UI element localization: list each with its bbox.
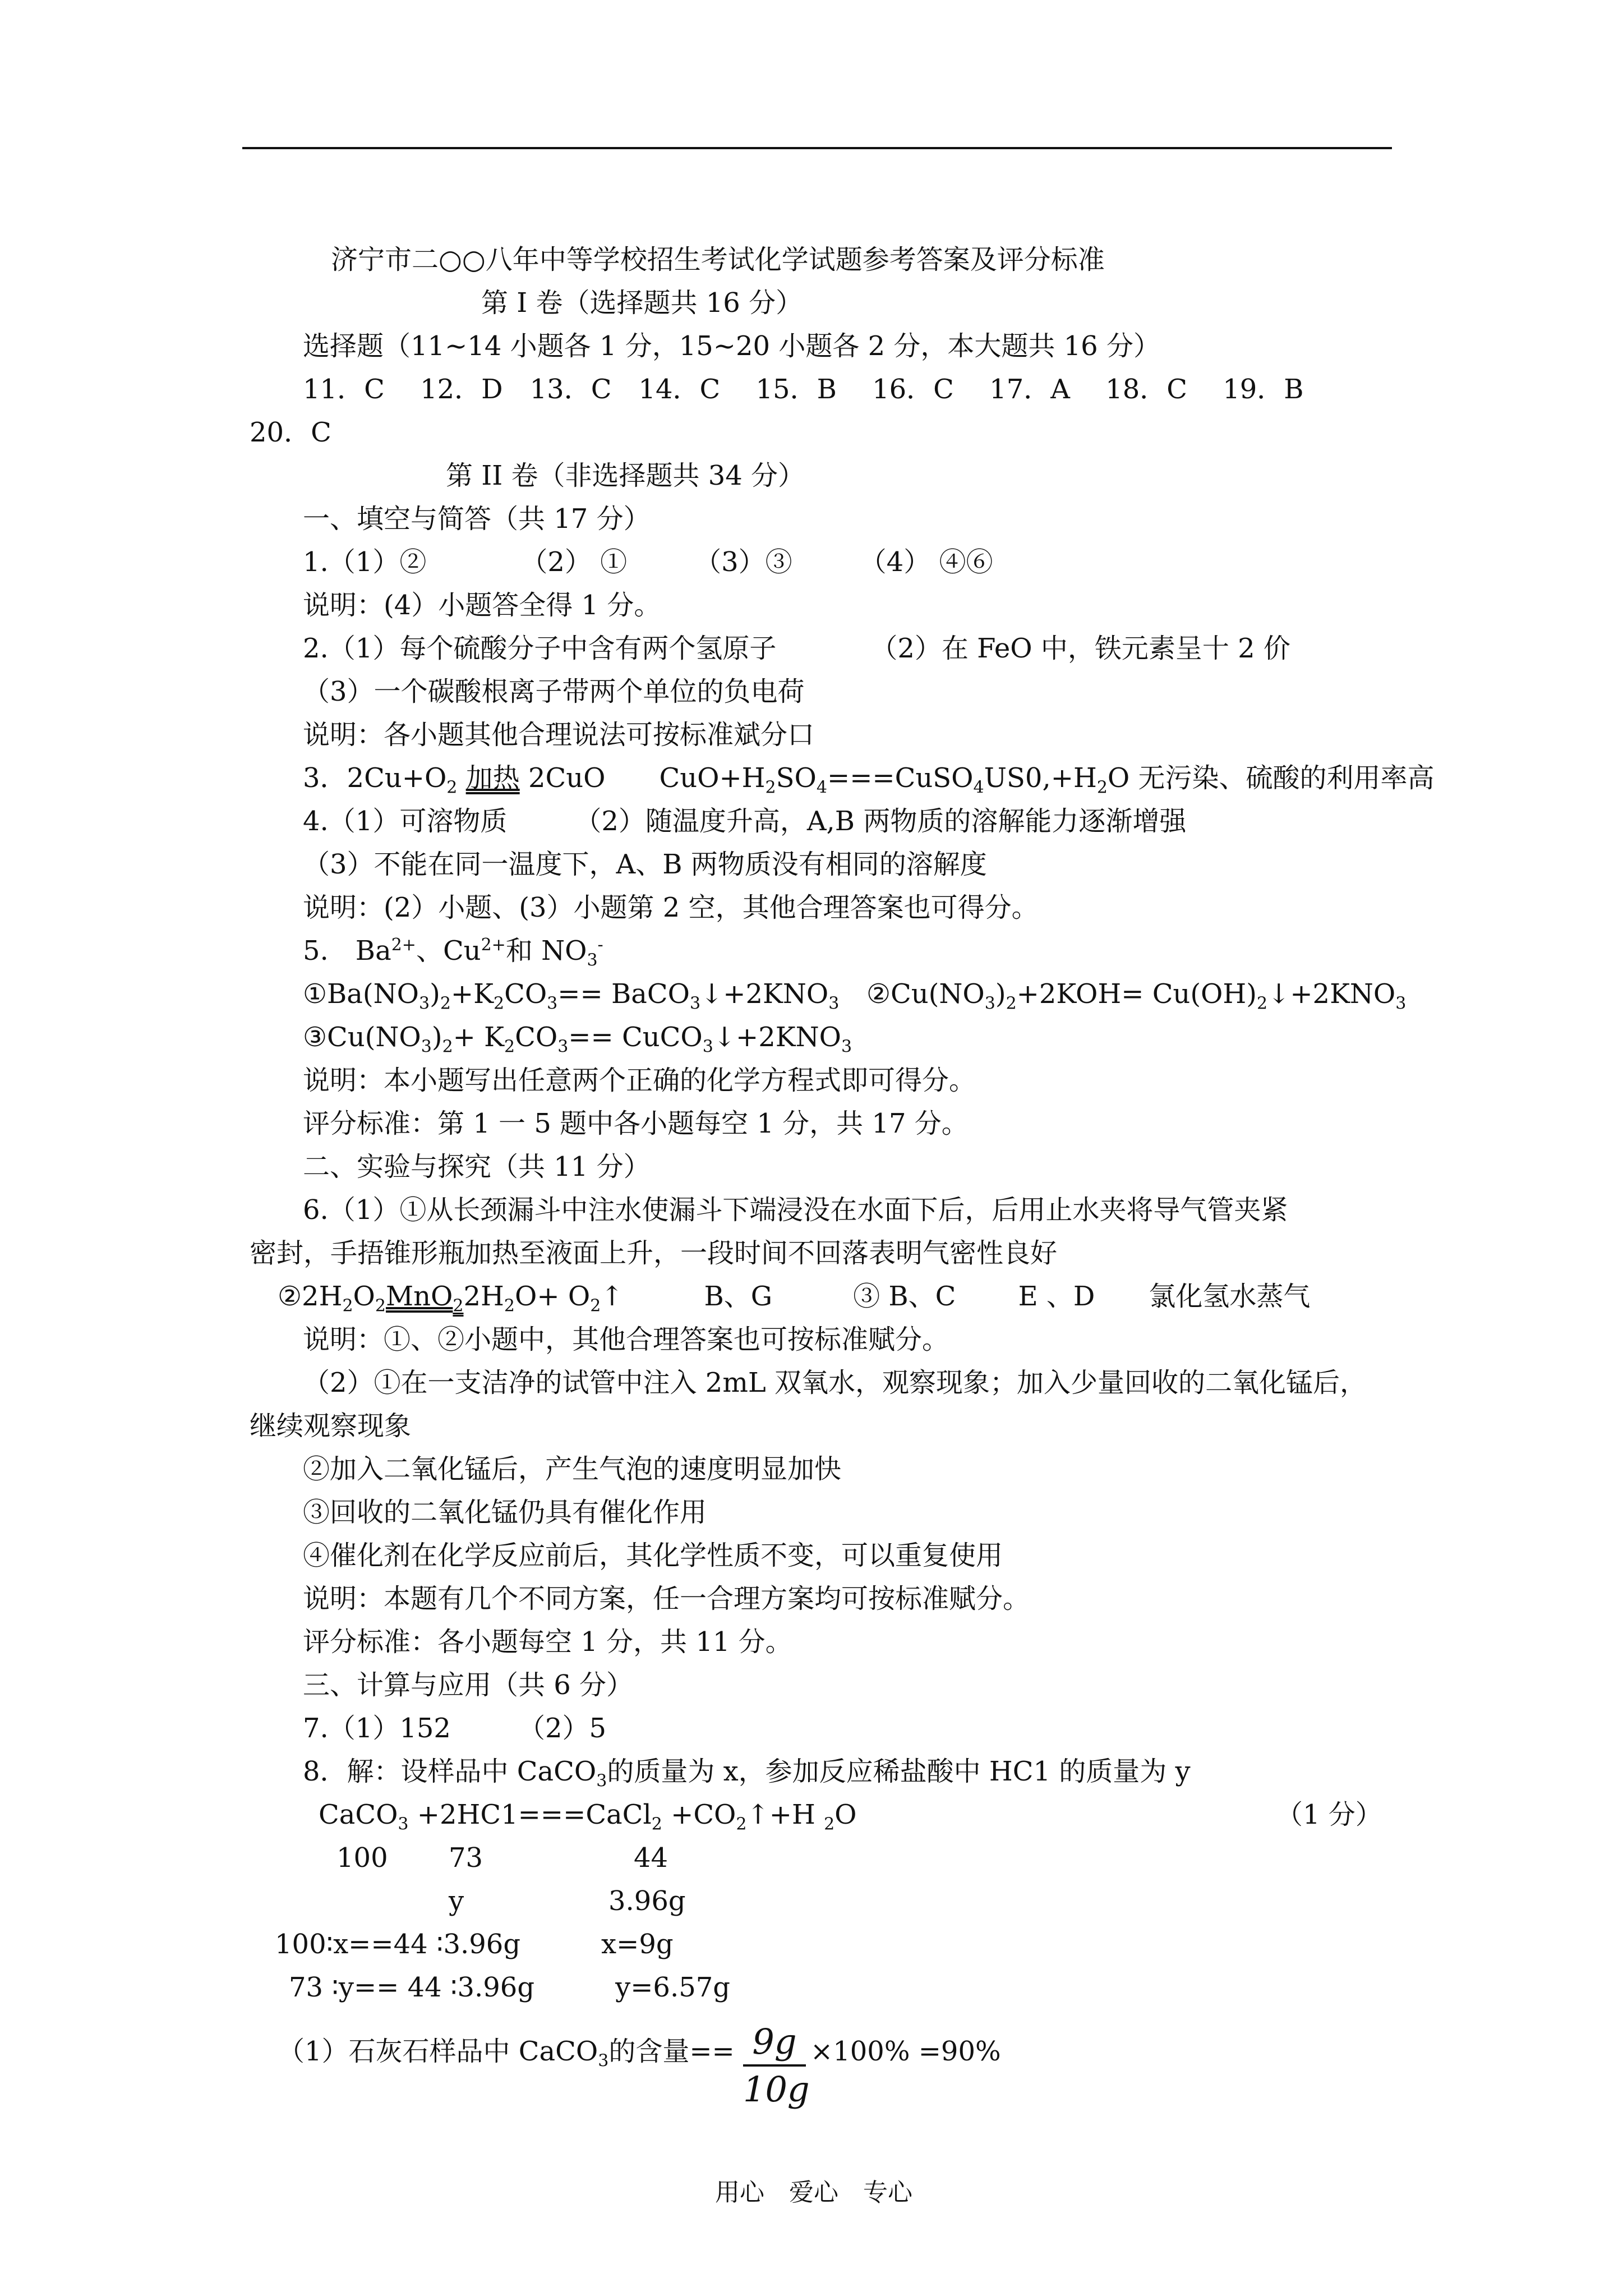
q3-equations: 3．$2Cu+O_2$ 加热 2CuO $CuO+H_2SO_4===CuSO_4US0,+H_2O$ 无污染、硫酸的利用率高 — [303, 762, 1435, 798]
q8-part1-label: （1）石灰石样品中 CaCO$_3$的含量== — [278, 2036, 735, 2071]
q3-prefix: 3．2Cu+O — [303, 762, 447, 794]
q6-part2-line-1: （2）①在一支洁净的试管中注入 2mL 双氧水，观察现象；加入少量回收的二氧化锰后， — [303, 1367, 1367, 1398]
q5-eq1-b: +K — [450, 978, 494, 1010]
q6-line-2: 密封，手捂锥形瓶加热至液面上升，一段时间不回落表明气密性良好 — [250, 1237, 1058, 1269]
q5-equation-2: $②Cu(NO_3)_2+2KOH=$ $Cu(OH)_2↓+2KNO_3$ — [866, 978, 1407, 1014]
q8-part1-result: ×100% =90% — [810, 2036, 1001, 2067]
q8-eq-d: ↑+H — [746, 1799, 815, 1830]
part2-heading: 第 II 卷（非选择题共 34 分） — [446, 460, 805, 491]
q3-tail-3: O 无污染、硫酸的利用率高 — [1107, 762, 1435, 794]
answers-row-2: 20．C — [250, 417, 331, 448]
q6-l3-a: ②2H — [278, 1281, 343, 1312]
q5-eq3-a: ③Cu(NO — [303, 1022, 421, 1053]
section2-heading: 二、实验与探究（共 11 分） — [303, 1151, 651, 1182]
q8-intro-a: 8．解：设样品中 CaCO — [303, 1756, 597, 1787]
q1-note: 说明：(4）小题答全得 1 分。 — [303, 590, 661, 621]
q4-note: 说明：(2）小题、(3）小题第 2 空，其他合理答案也可得分。 — [303, 892, 1039, 923]
q5-eq3-c: == CuCO — [568, 1022, 703, 1053]
q2-line-2: （3）一个碳酸根离子带两个单位的负电荷 — [303, 676, 805, 707]
q5-equation-1: $①Ba(NO_3)_2+K_2CO_3==$ $BaCO_3↓+2KNO_3$ — [303, 978, 840, 1014]
section2-score: 评分标准：各小题每空 1 分，共 11 分。 — [303, 1626, 792, 1658]
q5-eq2-b: +2KOH= Cu(OH) — [1016, 978, 1257, 1010]
part1-heading: 第 I 卷（选择题共 16 分） — [481, 287, 803, 319]
q8-ratio-1: 100∶x==44 ∶3.96g x=9g — [275, 1929, 674, 1960]
q6-note-1: 说明：①、②小题中，其他合理答案也可按标准赋分。 — [303, 1324, 949, 1355]
q2-line-1: 2.（1）每个硫酸分子中含有两个氢原子 （2）在 FeO 中，铁元素呈十 2 价 — [303, 633, 1290, 664]
q8-fraction — [743, 2021, 810, 2110]
q5-eq2-a: ②Cu(NO — [866, 978, 985, 1010]
q8-equation: CaCO$_3$ +2HC1===CaCl$_2$ $+CO_2↑+H$ $_2$O — [319, 1799, 857, 1834]
q8-molar-mass-co2: 44 — [634, 1842, 668, 1874]
q6-part2-line-2: 继续观察现象 — [250, 1410, 412, 1442]
q2-note: 说明：各小题其他合理说法可按标准斌分口 — [303, 719, 815, 751]
q5-eq1-d: ↓+2KNO — [700, 978, 829, 1010]
choice-description: 选择题（11~14 小题各 1 分，15~20 小题各 2 分，本大题共 16 分） — [303, 330, 1160, 362]
q6-l3-e: ↑ B、G ③ B、C E 、D 氯化氢水蒸气 — [601, 1281, 1311, 1312]
q4-line-1: 4.（1）可溶物质 （2）随温度升高，A,B 两物质的溶解能力逐渐增强 — [303, 806, 1187, 837]
answers-row-1: 11．C 12．D 13．C 14．C 15．B 16．C 17．A 18．C 19．B — [303, 374, 1304, 405]
q8-ratio-2: 73 ∶y== 44 ∶3.96g y=6.57g — [289, 1972, 731, 2003]
q6-catalyst: MnO — [385, 1281, 453, 1312]
q5-ion-cu: 、Cu — [416, 935, 481, 967]
q5-eq3-d: ↓+2KNO — [713, 1022, 841, 1053]
q6-line-1: 6.（1）①从长颈漏斗中注水使漏斗下端浸没在水面下后，后用止水夹将导气管夹紧 — [303, 1194, 1288, 1226]
q6-l3-d: O+ O — [515, 1281, 591, 1312]
q8-intro: 8．解：设样品中 CaCO$_3$的质量为 x，参加反应稀盐酸中 HC1 的质量为 y — [303, 1756, 1191, 1791]
q6-line-3: $②2H_2O_2MnO_22H_2O+$ $O_2↑$ B、G ③ B、C E 、D 氯化氢水蒸气 — [278, 1281, 1311, 1316]
q6-part2-item-3: ③回收的二氧化锰仍具有催化作用 — [303, 1497, 707, 1528]
q5-eq3-b: + K — [453, 1022, 505, 1053]
section1-heading: 一、填空与简答（共 17 分） — [303, 503, 651, 535]
fraction-bar — [743, 2064, 806, 2067]
q5-eq1-a: ①Ba(NO — [303, 978, 419, 1010]
doc-title: 济宁市二○○八年中等学校招生考试化学试题参考答案及评分标准 — [331, 244, 1105, 275]
q8-equation-score: （1 分） — [1276, 1799, 1382, 1830]
q5-label: 5. Ba — [303, 935, 391, 967]
q6-note-2: 说明：本题有几个不同方案，任一合理方案均可按标准赋分。 — [303, 1583, 1030, 1614]
q3-tail-2: US0,+H — [984, 762, 1097, 794]
q8-eq-b: +2HC1===CaCl — [417, 1799, 652, 1830]
q8-eq-a: CaCO — [319, 1799, 398, 1830]
header-rule — [242, 147, 1392, 149]
q3-condition: 加热 — [465, 762, 520, 794]
q5-eq1-c: == BaCO — [557, 978, 690, 1010]
q4-line-2: （3）不能在同一温度下，A、B 两物质没有相同的溶解度 — [303, 849, 987, 880]
section3-heading: 三、计算与应用（共 6 分） — [303, 1669, 634, 1701]
q8-p1-b: 的含量== — [608, 2036, 735, 2067]
q8-unknown-y: y — [449, 1885, 464, 1917]
q6-l3-c: 2H — [463, 1281, 504, 1312]
q5-equation-3: $③Cu(NO_3)_2+ K_2CO_3==$ $CuCO_3↓+2KNO_3$ — [303, 1022, 852, 1057]
q1-answer: 1.（1）② （2） ① （3）③ （4） ④⑥ — [303, 546, 993, 578]
section1-score: 评分标准：第 1 一 5 题中各小题每空 1 分，共 17 分。 — [303, 1108, 969, 1139]
q6-part2-item-2: ②加入二氧化锰后，产生气泡的速度明显加快 — [303, 1453, 842, 1485]
q5-note: 说明：本小题写出任意两个正确的化学方程式即可得分。 — [303, 1065, 976, 1096]
q5-ion-no3: 和 NO — [505, 935, 587, 967]
page-footer: 用心 爱心 专心 — [715, 2178, 912, 2207]
q8-eq-c: +CO — [671, 1799, 736, 1830]
fraction-numerator: 9g — [752, 2021, 797, 2062]
q8-intro-b: 的质量为 x，参加反应稀盐酸中 HC1 的质量为 y — [607, 1756, 1191, 1787]
q7-answer: 7.（1）152 （2）5 — [303, 1713, 607, 1744]
q6-part2-item-4: ④催化剂在化学反应前后，其化学性质不变，可以重复使用 — [303, 1540, 1003, 1571]
q3-tail: ===CuSO — [827, 762, 974, 794]
q8-eq-e: O — [834, 1799, 857, 1830]
q8-molar-mass-hcl: 73 — [449, 1842, 483, 1874]
q8-p1-a: （1）石灰石样品中 CaCO — [278, 2036, 598, 2067]
q5-ions: 5. $Ba^{2+}$、$Cu^{2+}$和 $NO_3^-$ — [303, 935, 603, 970]
q3-rest: 2CuO CuO+H — [528, 762, 766, 794]
q8-molar-mass-caco3: 100 — [336, 1842, 388, 1874]
fraction-denominator: 10g — [743, 2069, 810, 2110]
q5-eq2-c: ↓+2KNO — [1267, 978, 1396, 1010]
q8-co2-mass: 3.96g — [608, 1885, 686, 1917]
